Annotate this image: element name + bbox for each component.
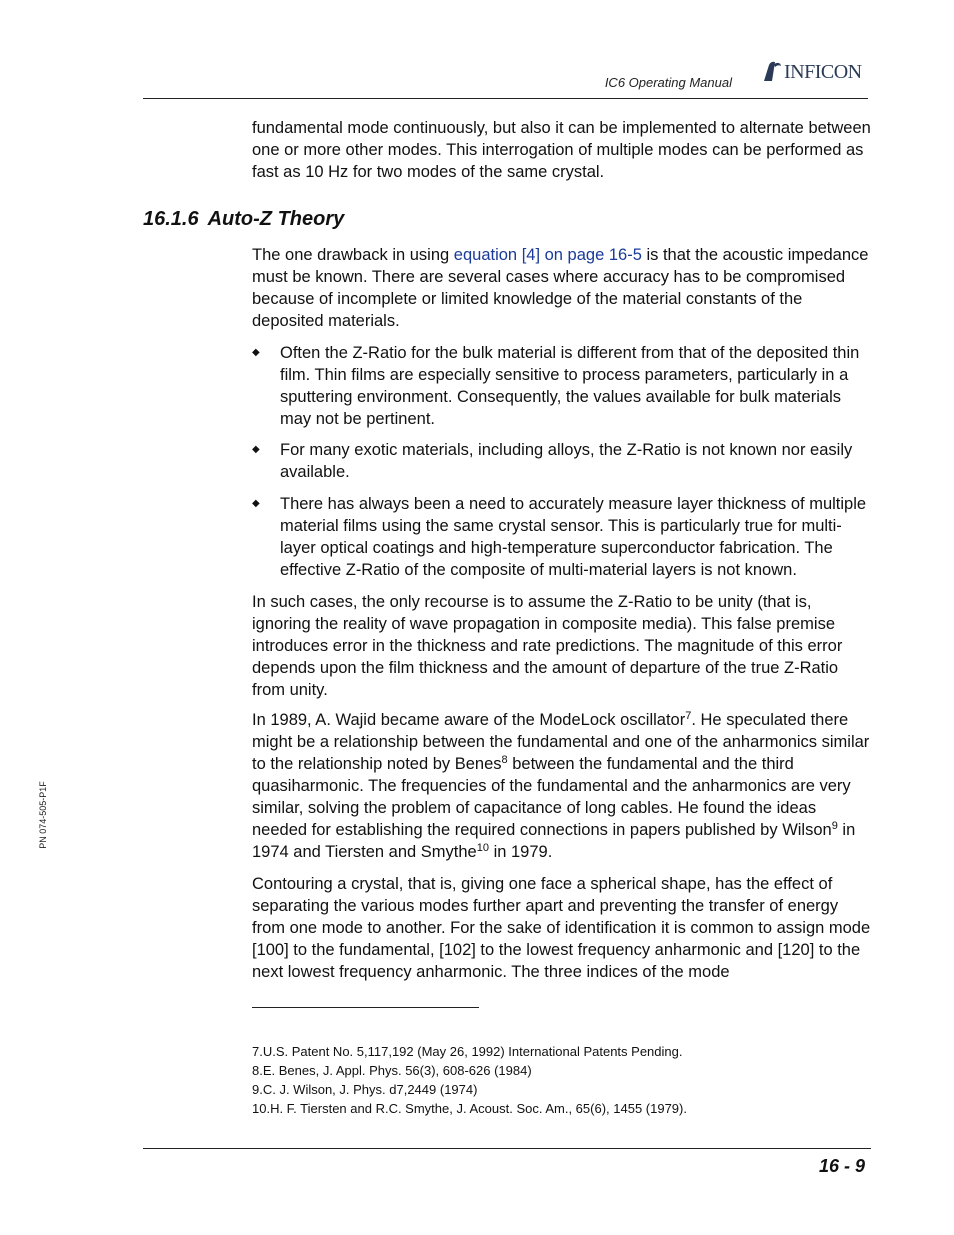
footnote-ref-8[interactable]: 8 xyxy=(501,754,508,766)
footer-rule xyxy=(143,1148,871,1149)
paragraph-auto-z-intro xyxy=(252,244,872,332)
para3-text: In 1989, A. Wajid became aware of the ModeLock oscillator xyxy=(252,711,686,729)
bullet-item xyxy=(252,493,872,581)
bullet-diamond-icon: ◆ xyxy=(252,444,260,455)
paragraph-wajid-history xyxy=(252,709,872,863)
footnote-ref-7[interactable]: 7 xyxy=(685,710,692,722)
para1-text-after: is that the acoustic impedance must be known. There are several cases where accuracy has to be compromised because of incomplete or limited knowledge of the material constants of the deposited materials. xyxy=(252,246,869,330)
paragraph-unity-assumption: In such cases, the only recourse is to assume the Z-Ratio to be unity (that is, ignoring the reality of wave propagation in composite media). This false premise introduces error in the thickness and rate predictions. The magnitude of this error depends upon the film thickness and the amount of departure of the true Z-Ratio from unity. xyxy=(252,593,843,699)
footnote-ref-9[interactable]: 9 xyxy=(831,820,838,832)
inficon-logo-mark-icon xyxy=(760,59,782,85)
bullet-item xyxy=(252,439,872,483)
para3-text: . He speculated there might be a relationship between the fundamental and one of the anharmonics similar to the relationship noted by Benes xyxy=(252,711,870,773)
para3-text: in 1979. xyxy=(488,843,553,861)
section-title: Auto-Z Theory xyxy=(207,208,345,230)
para1-text-before: The one drawback in using xyxy=(252,246,454,264)
bullet-item xyxy=(252,342,872,430)
part-number-text: PN 074-505-P1F xyxy=(38,781,48,849)
footnote-divider xyxy=(252,1007,479,1008)
inficon-logo xyxy=(760,58,862,86)
bullet-text: There has always been a need to accurately measure layer thickness of multiple material films using the same crystal sensor. This is particularly true for multi-layer optical coatings and high-temperature superconductor fabrication. The effective Z-Ratio of the composite of multi-material layers is not known. xyxy=(280,495,867,579)
footnote-ref-10[interactable]: 10 xyxy=(476,842,489,854)
footnote-item: 7.U.S. Patent No. 5,117,192 (May 26, 1992) International Patents Pending. xyxy=(252,1044,683,1059)
section-number: 16.1.6 xyxy=(143,208,199,230)
bullet-text: For many exotic materials, including alloys, the Z-Ratio is not known nor easily available. xyxy=(280,441,853,481)
bullet-text: Often the Z-Ratio for the bulk material is different from that of the deposited thin film. Thin films are especially sensitive to process parameters, particularly in a sputtering environment. Consequently, the values available for bulk materials may not be pertinent. xyxy=(280,344,860,428)
bullet-diamond-icon: ◆ xyxy=(252,498,260,509)
page-number: 16 - 9 xyxy=(818,1156,865,1176)
para3-text: in 1974 and Tiersten and Smythe xyxy=(252,821,856,861)
paragraph-contouring: Contouring a crystal, that is, giving one face a spherical shape, has the effect of separating the various modes further apart and preventing the transfer of energy from one mode to another. For the sake of identification it is common to assign mode [100] to the fundamental, [102] to the lowest frequency anharmonic and [120] to the next lowest frequency anharmonic. The three indices of the mode xyxy=(252,875,871,981)
equation-link[interactable]: equation [4] on page 16-5 xyxy=(453,246,642,264)
footnotes xyxy=(252,1042,872,1118)
section-heading xyxy=(143,208,344,231)
para3-text: between the fundamental and the third quasiharmonic. The frequencies of the fundamental and the anharmonics are very similar, solving the problem of capacitance of long cables. He found the ideas needed for establishing the required connections in papers published by Wilson xyxy=(252,755,851,839)
intro-paragraph: fundamental mode continuously, but also it can be implemented to alternate between one or more other modes. This interrogation of multiple modes can be performed as fast as 10 Hz for two modes of the same crystal. xyxy=(252,119,871,181)
footnote-item: 8.E. Benes, J. Appl. Phys. 56(3), 608-626 (1984) xyxy=(252,1063,532,1078)
header-rule xyxy=(143,98,868,99)
footnote-item: 10.H. F. Tiersten and R.C. Smythe, J. Acoust. Soc. Am., 65(6), 1455 (1979). xyxy=(252,1101,687,1116)
bullet-diamond-icon: ◆ xyxy=(252,347,260,358)
part-number-label xyxy=(36,775,50,855)
footnote-item: 9.C. J. Wilson, J. Phys. d7,2449 (1974) xyxy=(252,1082,478,1097)
logo-text: INFICON xyxy=(784,60,862,83)
manual-title: IC6 Operating Manual xyxy=(604,75,732,90)
